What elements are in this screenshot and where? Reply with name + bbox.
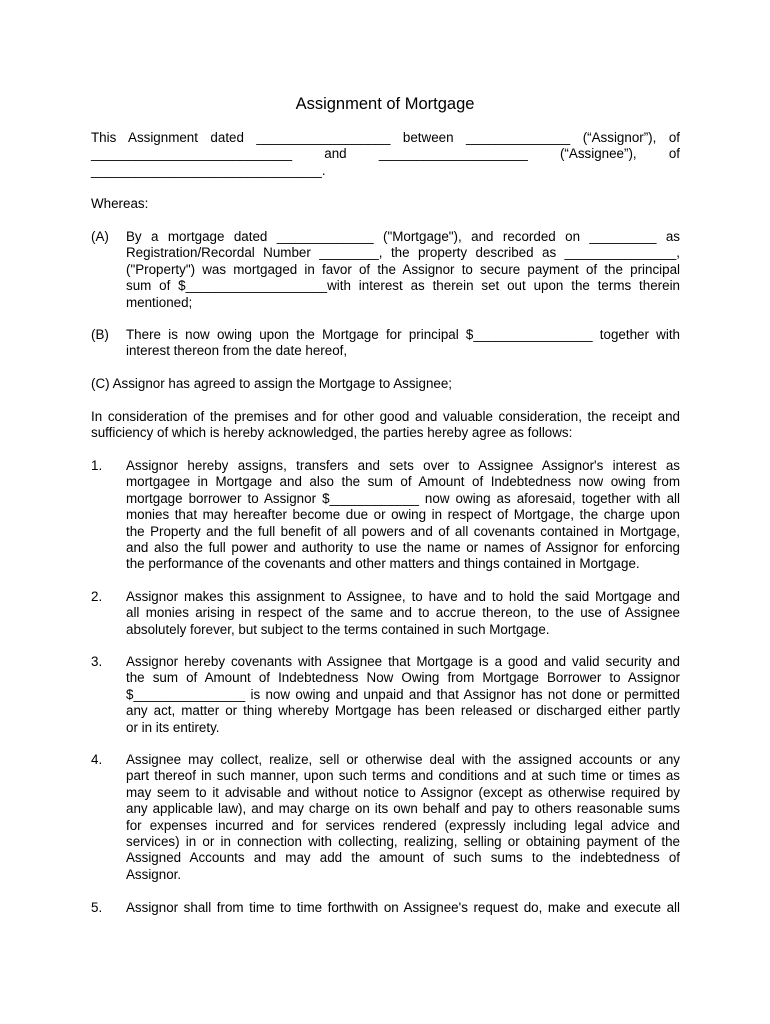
clause-text [126,654,680,736]
clause-line: the performance of the covenants and other matters and things contained in Mortgage. [126,556,640,572]
clause-line: and also the full power and authority to use the name or names of Assignor for enforcing [126,540,680,556]
clause-text [126,458,680,573]
clause-line: the Property and the full benefit of all powers and of all covenants contained in Mortgage, [126,523,680,539]
recital-text [126,327,680,360]
recital-line: sum of $___________________with interest as therein set out upon the terms therein [126,278,680,294]
clause-line: part thereof in such manner, upon such terms and conditions and at such time or times as [126,768,680,784]
recital-line: There is now owing upon the Mortgage for principal $________________ together with [126,327,680,342]
document-title: Assignment of Mortgage [295,95,475,113]
clause-line: may seem to it advisable and without notice to Assignor (except as otherwise required by [126,784,680,800]
clause-line: Assignor. [126,866,182,882]
recital-c: (C) Assignor has agreed to assign the Mortgage to Assignee; [91,376,453,391]
intro-paragraph [91,130,680,179]
clause-line: Assignor makes this assignment to Assignee, to have and to hold the said Mortgage and [126,589,680,604]
clause-text [126,900,680,916]
whereas-heading: Whereas: [91,196,149,211]
consideration-paragraph [91,409,680,442]
clause-line: services) in or in connection with collecting, realizing, selling or obtaining payment of the [126,834,680,850]
clause-number: 1. [91,458,103,473]
consideration-line: In consideration of the premises and for other good and valuable consideration, the receipt and [91,409,680,424]
clause-line: Assignor shall from time to time forthwith on Assignee's request do, make and execute all [126,900,680,915]
clause-line: Assignor hereby covenants with Assignee that Mortgage is a good and valid security and [126,654,680,669]
recital-line: By a mortgage dated _____________ ("Mortgage"), and recorded on _________ as [126,229,680,244]
recital-line: mentioned; [126,294,193,310]
clause-line: Assignee may collect, realize, sell or otherwise deal with the assigned accounts or any [126,752,680,767]
clause-line: all monies arising in respect of the same and to accrue thereon, to the use of Assignee [126,605,680,621]
clause-line: monies that may hereafter become due or owing in respect of Mortgage, the charge upon [126,507,680,523]
recital-label: (A) [91,229,109,244]
clause-line: or in its entirety. [126,719,220,735]
clause-line: absolutely forever, but subject to the terms contained in such Mortgage. [126,621,550,637]
clause-number: 5. [91,900,103,915]
clause-number: 3. [91,654,103,669]
clause-line: mortgage borrower to Assignor $____________ now owing as aforesaid, together with all [126,490,680,506]
recital-text [126,229,680,311]
clause-line: $_______________ is now owing and unpaid and that Assignor has not done or permitted [126,686,680,702]
clause-line: Assignor hereby assigns, transfers and sets over to Assignee Assignor's interest as [126,458,680,473]
intro-line: _______________________________. [91,162,326,178]
clause-line: Assigned Accounts and may add the amount of such sums to the indebtedness of [126,850,680,866]
intro-line: ___________________________ and ____________________ (“Assignee”), of [91,146,680,162]
clause-line: the sum of Amount of Indebtedness Now Owing from Mortgage Borrower to Assignor [126,670,680,686]
clause-line: mortgagee in Mortgage and also the sum of Amount of Indebtedness now owing from [126,474,680,490]
clause-line: any applicable law), and may charge on its own behalf and pay to others reasonable sums [126,801,680,817]
clause-text [126,752,680,883]
recital-line: interest thereon from the date hereof, [126,343,348,359]
recital-line: ("Property") was mortgaged in favor of the Assignor to secure payment of the principal [126,261,680,277]
consideration-line: sufficiency of which is hereby acknowledged, the parties hereby agree as follows: [91,425,573,441]
recital-line: Registration/Recordal Number ________, the property described as _______________, [126,245,680,261]
intro-line: This Assignment dated __________________ between ______________ (“Assignor”), of [91,130,680,145]
clause-line: any act, matter or thing whereby Mortgage has been released or discharged either partly [126,703,680,719]
clause-text [126,589,680,638]
clause-number: 4. [91,752,103,767]
clause-number: 2. [91,589,103,604]
clause-line: for expenses incurred and for services rendered (expressly including legal advice and [126,817,680,833]
recital-label: (B) [91,327,109,342]
